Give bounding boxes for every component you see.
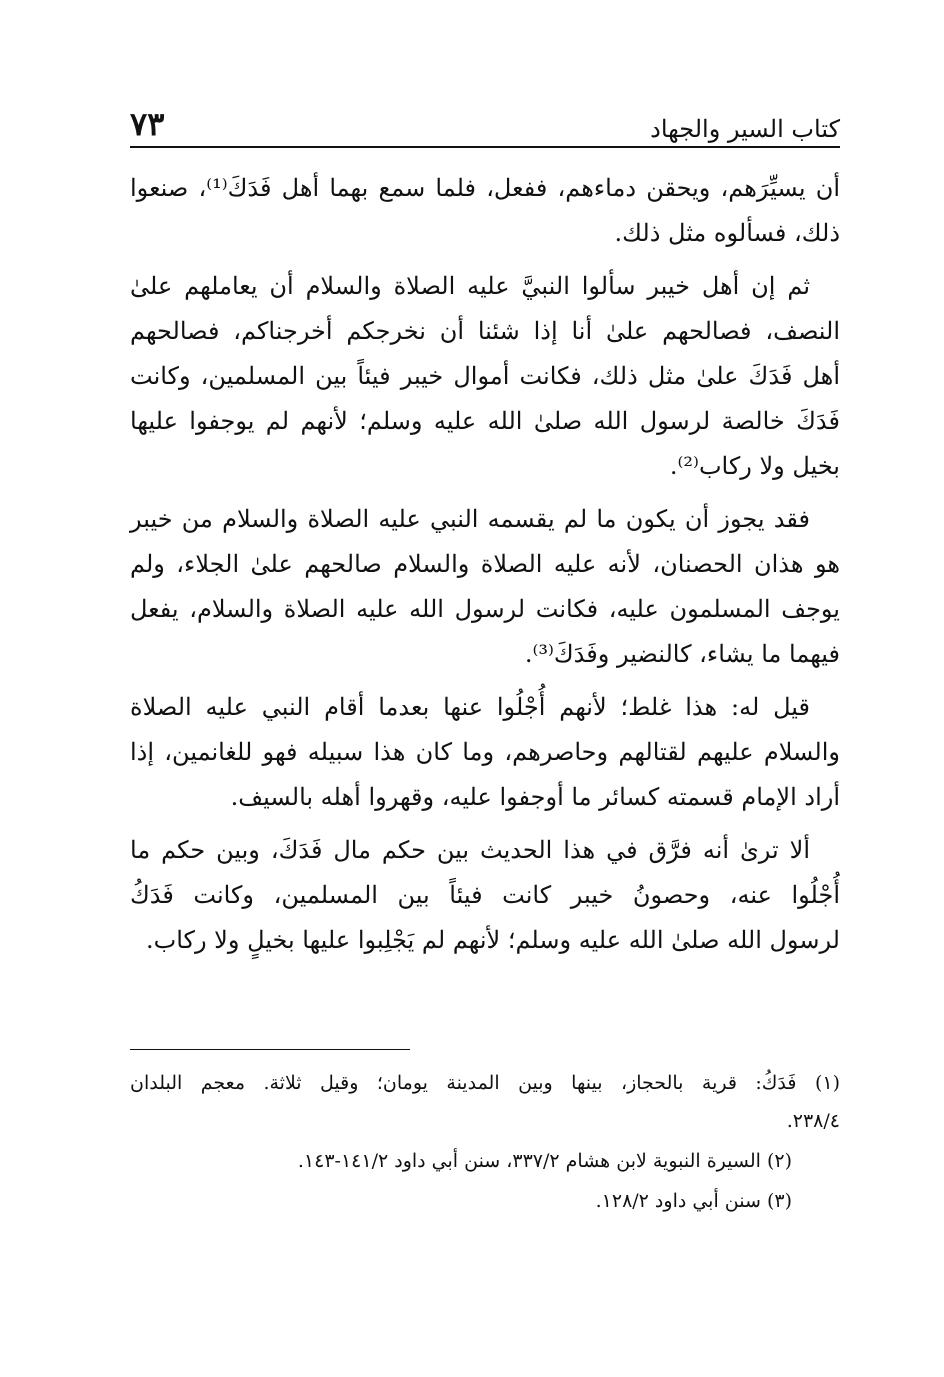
- footnotes: [130, 1064, 840, 1222]
- page-header: [130, 100, 840, 148]
- footnote-2: [130, 1142, 840, 1180]
- footnote-1: [130, 1064, 840, 1140]
- text-line: ذلك، فسألوه مثل ذلك.: [614, 219, 840, 247]
- text-line: أراد الإمام قسمته كسائر ما أوجفوا عليه، وقهروا أهله بالسيف.: [230, 783, 840, 811]
- text-line: ثم إن أهل خيبر سألوا النبيَّ عليه الصلاة والسلام أن يعاملهم علىٰ: [130, 272, 810, 300]
- paragraph-3: [130, 497, 840, 677]
- text-line: هو هذان الحصنان، لأنه عليه الصلاة والسلام صالحهم علىٰ الجلاء، ولم: [130, 550, 840, 578]
- footnote-divider: [130, 1049, 410, 1050]
- text-line: فقد يجوز أن يكون ما لم يقسمه النبي عليه الصلاة والسلام من خيبر: [130, 505, 810, 533]
- text-line: والسلام عليهم لقتالهم وحاصرهم، وما كان هذا سبيله فهو للغانمين، إذا: [130, 738, 840, 766]
- footnote-line: (٢) السيرة النبوية لابن هشام ٣٣٧/٢، سنن أبي داود ١٤١/٢-١٤٣.: [297, 1150, 792, 1172]
- paragraph-1: [130, 166, 840, 256]
- paragraph-4: [130, 685, 840, 820]
- footnote-line: (١) فَدَكُ: قرية بالحجاز، بينها وبين المدينة يومان؛ وقيل ثلاثة. معجم البلدان: [130, 1072, 840, 1094]
- paragraph-2: [130, 264, 840, 489]
- footnote-line: (٣) سنن أبي داود ١٢٨/٢.: [595, 1190, 792, 1212]
- text-line: أهل فَدَكَ علىٰ مثل ذلك، فكانت أموال خيبر فيئاً بين المسلمين، وكانت: [130, 362, 840, 390]
- footnote-3: [130, 1182, 840, 1220]
- text-line: بخيل ولا ركاب⁽²⁾.: [669, 452, 840, 480]
- text-line: لرسول الله صلىٰ الله عليه وسلم؛ لأنهم لم يَجْلِبوا عليها بخيلٍ ولا ركاب.: [146, 926, 840, 954]
- book-page: [130, 0, 840, 1377]
- page-number: ٧٣: [130, 105, 165, 143]
- text-line: أن يسيِّرَهم، ويحقن دماءهم، ففعل، فلما سمع بهما أهل فَدَكَ⁽¹⁾، صنعوا: [130, 174, 840, 202]
- text-line: النصف، فصالحهم علىٰ أنا إذا شئنا أن نخرجكم أخرجناكم، فصالحهم: [130, 317, 840, 345]
- text-line: يوجف المسلمون عليه، فكانت لرسول الله عليه الصلاة والسلام، يفعل: [130, 595, 840, 623]
- paragraph-5: [130, 828, 840, 963]
- text-line: فيهما ما يشاء، كالنضير وفَدَكَ⁽³⁾.: [524, 640, 840, 668]
- footnote-line: ٢٣٨/٤.: [786, 1110, 840, 1132]
- text-line: فَدَكَ خالصة لرسول الله صلىٰ الله عليه وسلم؛ لأنهم لم يوجفوا عليها: [130, 407, 840, 435]
- text-line: أُجْلُوا عنه، وحصونُ خيبر كانت فيئاً بين المسلمين، وكانت فَدَكُ: [130, 881, 841, 909]
- text-line: ألا ترىٰ أنه فرَّق في هذا الحديث بين حكم مال فَدَكَ، وبين حكم ما: [130, 836, 810, 864]
- main-text: [130, 166, 840, 971]
- text-line: قيل له: هذا غلط؛ لأنهم أُجْلُوا عنها بعدما أقام النبي عليه الصلاة: [130, 693, 810, 721]
- running-title: كتاب السير والجهاد: [650, 115, 840, 143]
